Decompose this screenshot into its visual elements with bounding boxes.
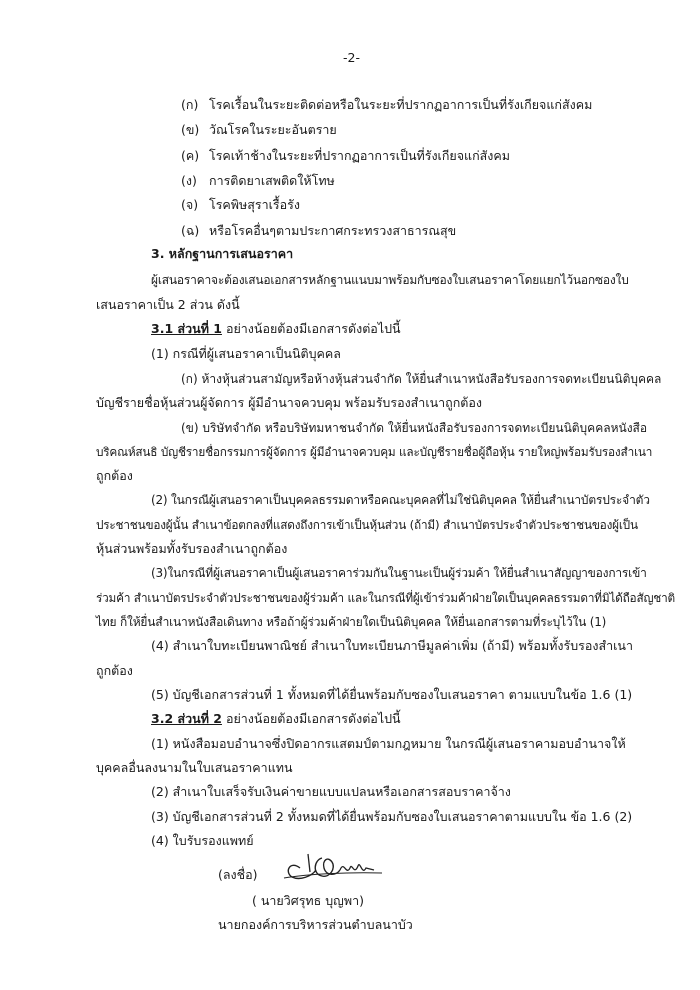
list-item-text: หรือโรคอื่นๆตามประกาศกระทรวงสาธารณสุข [209,223,457,238]
list-item-text: โรคเท้าช้างในระยะที่ปรากฏอาการเป็นที่รังเกียจแก่สังคม [209,148,510,163]
list-item-mark: (ก) [181,97,199,112]
part2-heading-text: อย่างน้อยต้องมีเอกสารดังต่อไปนี้ [221,711,401,726]
list-item-text: โรคเรื้อนในระยะติดต่อหรือในระยะที่ปรากฏอาการเป็นที่รังเกียจแก่สังคม [209,97,593,112]
paragraph: (ก) ห้างหุ้นส่วนสามัญหรือห้างหุ้นส่วนจำกัด ให้ยื่นสำเนาหนังสือรับรองการจดทะเบียนนิติบุคคล [181,372,662,386]
list-item-mark: (ฉ) [181,223,200,238]
paragraph: (2) สำเนาใบเสร็จรับเงินค่าขายแบบแปลนหรือเอกสารสอบราคาจ้าง [151,784,511,799]
paragraph: (2) ในกรณีผู้เสนอราคาเป็นบุคคลธรรมดาหรือคณะบุคคลที่ไม่ใช่นิติบุคคล ให้ยื่นสำเนาบัตรประจำตัว [151,493,650,507]
signatory-title: นายกองค์การบริหารส่วนตำบลนาบัว [218,917,413,932]
paragraph: (1) หนังสือมอบอำนาจซึ่งปิดอากรแสตมป์ตามกฎหมาย ในกรณีผู้เสนอราคามอบอำนาจให้ [151,736,626,751]
paragraph: ร่วมค้า สำเนาบัตรประจำตัวประชาชนของผู้ร่วมค้า และในกรณีที่ผู้เข้าร่วมค้าฝ่ายใดเป็นบุคคลธรรมดาที่มิได้ถือสัญชาติ [96,591,675,605]
signature-label: (ลงชื่อ) [218,867,258,882]
list-item-text: วัณโรคในระยะอันตราย [209,122,337,137]
paragraph: (5) บัญชีเอกสารส่วนที่ 1 ทั้งหมดที่ได้ยื่นพร้อมกับซองใบเสนอราคา ตามแบบในข้อ 1.6 (1) [151,687,633,702]
list-item-mark: (ค) [181,148,200,163]
list-item-text: โรคพิษสุราเรื้อรัง [209,197,300,212]
handwritten-signature [278,846,388,884]
paragraph: (1) กรณีที่ผู้เสนอราคาเป็นนิติบุคคล [151,346,341,361]
list-item-text: การติดยาเสพติดให้โทษ [209,173,335,188]
paragraph: (4) สำเนาใบทะเบียนพาณิชย์ สำเนาใบทะเบียนภาษีมูลค่าเพิ่ม (ถ้ามี) พร้อมทั้งรับรองสำเนา [151,638,633,653]
section-heading: 3. หลักฐานการเสนอราคา [151,246,294,261]
list-item-mark: (ง) [181,173,197,188]
part2-heading-label: 3.2 ส่วนที่ 2 [151,711,222,726]
paragraph: ไทย ก็ให้ยื่นสำเนาหนังสือเดินทาง หรือถ้าผู้ร่วมค้าฝ่ายใดเป็นนิติบุคคล ให้ยื่นเอกสารตามที่ระบุไว้ใน (1) [96,615,607,629]
paragraph: (3) บัญชีเอกสารส่วนที่ 2 ทั้งหมดที่ได้ยื่นพร้อมกับซองใบเสนอราคาตามแบบใน ข้อ 1.6 (2) [151,809,633,824]
section-intro: เสนอราคาเป็น 2 ส่วน ดังนี้ [96,297,240,312]
part1-heading-label: 3.1 ส่วนที่ 1 [151,321,222,336]
paragraph: บัญชีรายชื่อหุ้นส่วนผู้จัดการ ผู้มีอำนาจควบคุม พร้อมรับรองสำเนาถูกต้อง [96,395,483,410]
paragraph: (3)ในกรณีที่ผู้เสนอราคาเป็นผู้เสนอราคาร่วมกันในฐานะเป็นผู้ร่วมค้า ให้ยื่นสำเนาสัญญาของการเข้า [151,566,647,580]
paragraph: (4) ใบรับรองแพทย์ [151,833,254,848]
paragraph: ประชาชนของผู้นั้น สำเนาข้อตกลงที่แสดงถึงการเข้าเป็นหุ้นส่วน (ถ้ามี) สำเนาบัตรประจำตัวประชาชนของผู้เป็น [96,518,638,532]
paragraph: หุ้นส่วนพร้อมทั้งรับรองสำเนาถูกต้อง [96,541,288,556]
list-item-mark: (ข) [181,122,200,137]
page-number: -2- [343,50,360,65]
paragraph: ถูกต้อง [96,468,133,483]
paragraph: ถูกต้อง [96,663,133,678]
paragraph: บุคคลอื่นลงนามในใบเสนอราคาแทน [96,760,293,775]
section-intro: ผู้เสนอราคาจะต้องเสนอเอกสารหลักฐานแนบมาพร้อมกับซองใบเสนอราคาโดยแยกไว้นอกซองใบ [151,273,629,287]
paragraph: บริคณห์สนธิ บัญชีรายชื่อกรรมการผู้จัดการ ผู้มีอำนาจควบคุม และบัญชีรายชื่อผู้ถือหุ้น รายใหญ่พร้อมรับรองสำเนา [96,445,653,459]
paragraph: (ข) บริษัทจำกัด หรือบริษัทมหาชนจำกัด ให้ยื่นหนังสือรับรองการจดทะเบียนนิติบุคคลหนังสือ [181,421,648,435]
part1-heading [151,320,401,338]
signatory-name: ( นายวิศรุทธ บุญพา) [252,893,364,908]
list-item-mark: (จ) [181,197,199,212]
part1-heading-text: อย่างน้อยต้องมีเอกสารดังต่อไปนี้ [221,321,401,336]
part2-heading [151,710,401,728]
